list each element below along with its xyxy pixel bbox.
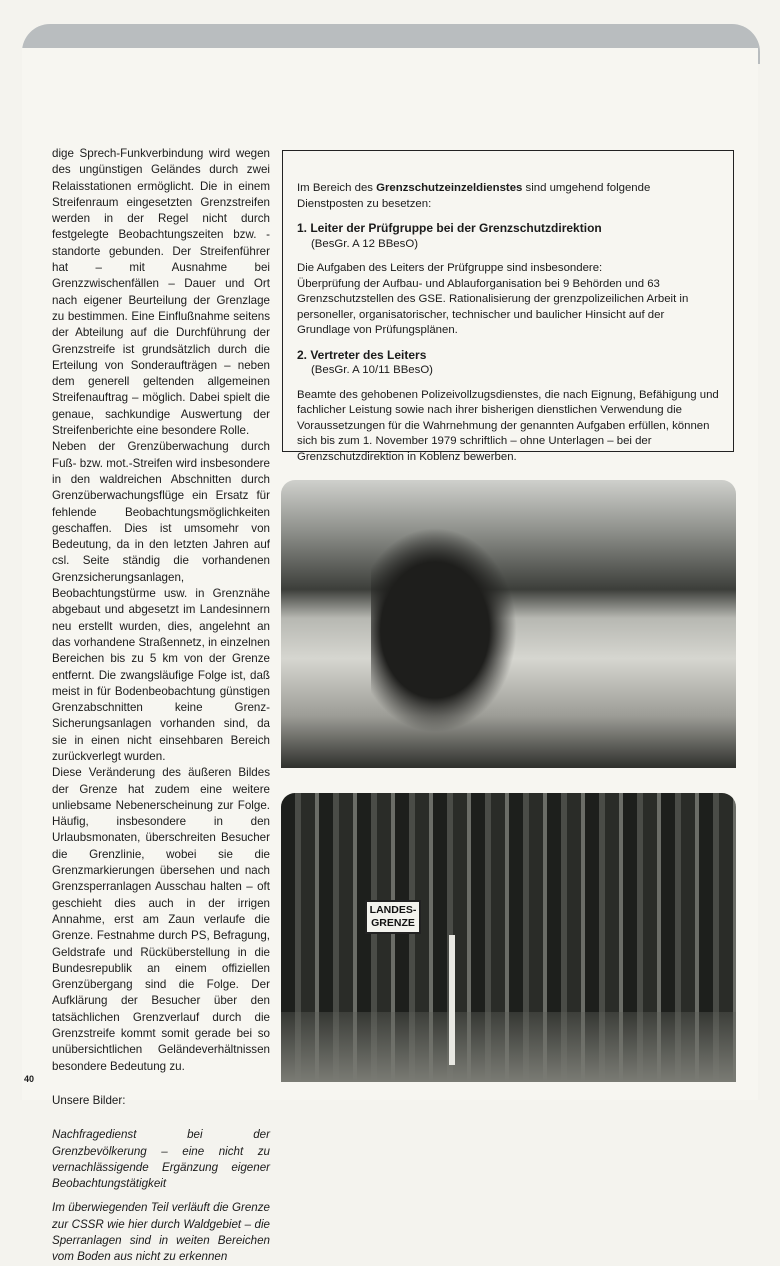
paragraph: Diese Veränderung des äußeren Bildes der Grenze hat zudem eine weitere unliebsame Nebenerscheinung zur Folge. Häufig, insbesondere in den Urlaubsmonaten, überschreiten Besucher die Grenzlinie, wobei sie die Grenzmarkierungen übersehen und nach Grenzsperranlagen Ausschau halten – oft geschieht dies auch in der irrigen Annahme, erst am Zaun verlaufe die Grenze. Festnahme durch PS, Befragung, Geldstrafe und Rücküberstellung in die Bundesrepublik an einem offiziellen Grenzübergang sind die Folge. Der Aufklärung der Besucher über den tatsächlichen Grenzverlauf durch die Grenzstreife kommt somit gerade bei so unübersichtlichen Geländeverhältnissen besondere Bedeutung zu. xyxy=(52,766,270,1073)
paragraph: Neben der Grenzüberwachung durch Fuß- bzw. mot.-Streifen wird insbesondere in den waldreichen Abschnitten durch Grenzüberwachungsflüge ein Ersatz für fehlende Beobachtungsmöglichkeiten geschaffen. Dies ist umsomehr von Bedeutung, da in den letzten Jahren auf csl. Seite ständig die vorhandenen Grenzsicherungsanlagen, Beobachtungstürme usw. in Grenznähe abgebaut und abgesetzt im Landesinnern neu erstellt wurden, dies, angelehnt an das vorhandene Straßennetz, in einzelnen Bereichen bis zu 5 km von der Grenze entfernt. Die zwangsläufige Folge ist, daß meist in für Bodenbeobachtung günstigen Grenzabschnitten keine Grenz-Sicherungsanlagen vorhanden sind, da sie in einen nicht einsehbaren Bereich zurückverlegt wurden. xyxy=(52,440,270,763)
sign-line-2: GRENZE xyxy=(371,917,415,929)
paragraph: dige Sprech-Funkverbindung wird wegen des ungünstigen Geländes durch zwei Relaisstationen ermöglicht. Die in einem Streifenraum eingesetzten Grenzstreifen werden in der Regel nicht durch festgelegte Beobachtungszeiten bzw. -standorte gebunden. Der Streifenführer hat – mit Ausnahme bei Grenzzwischenfällen – Dauer und Ort nach eigener Beurteilung der Grenzlage zu bestimmen. Eine Einflußnahme seitens der Abteilung auf die Durchführung der Grenzstreife ist grundsätzlich durch die Erteilung von Sonderaufträgen – neben dem generell geltenden allgemeinen Streifenauftrag – möglich. Dabei spielt die genaue, sachkundige Auswertung der Streifenberichte eine besondere Rolle. xyxy=(52,147,270,438)
article-column xyxy=(52,146,270,1266)
position-2-grade: (BesGr. A 10/11 BBesO) xyxy=(311,364,433,376)
sign-line-1: LANDES- xyxy=(369,904,417,916)
intro-bold: Grenzschutzeinzeldienstes xyxy=(376,182,523,194)
position-1-grade: (BesGr. A 12 BBesO) xyxy=(311,237,418,250)
photo-border-patrol-villager xyxy=(281,480,736,768)
photo-forest-border-sign xyxy=(281,793,736,1082)
captions-heading: Unsere Bilder: xyxy=(52,1093,126,1107)
application-text: Beamte des gehobenen Polizeivollzugsdienstes, die nach Eignung, Befähigung und fachlicher Leistung sowie nach ihrer bisherigen dienstlichen Verwendung die Voraussetzungen für die Wahrnehmung der genannten Aufgaben erfüllen, können sich bis zum 1. November 1979 schriftlich – ohne Unterlagen – bei der Grenzschutzdirektion in Koblenz bewerben. xyxy=(297,388,719,463)
notice-intro xyxy=(297,181,719,212)
position-2-title: 2. Vertreter des Leiters xyxy=(297,347,427,362)
border-post xyxy=(449,935,455,1065)
caption-photo-1: Nachfragedienst bei der Grenzbevölkerung – eine nicht zu vernachlässigende Ergänzung eigener Beobachtungstätigkeit xyxy=(52,1128,270,1191)
caption-photo-2: Im überwiegenden Teil verläuft die Grenze zur CSSR wie hier durch Waldgebiet – die Sperranlagen sind in weiten Bereichen vom Boden aus nicht zu erkennen xyxy=(52,1201,270,1264)
intro-text-end: sind umgehend folgende Dienstposten zu besetzen: xyxy=(297,182,651,210)
intro-text: Im Bereich des xyxy=(297,182,377,194)
border-sign xyxy=(365,900,421,934)
job-notice-box xyxy=(282,150,734,463)
tasks-text: Überprüfung der Aufbau- und Ablauforganisation bei 9 Behörden und 63 Grenzschutzstellen des GSE. Rationalisierung der grenzpolizeilichen Arbeit in personeller, organisatorischer, technischer und baulicher Hinsicht auf der Grundlage von Prüfungsplänen. xyxy=(297,277,689,336)
photo-figures xyxy=(371,510,531,750)
position-1-title: 1. Leiter der Prüfgruppe bei der Grenzschutzdirektion xyxy=(297,221,602,235)
tasks-heading: Die Aufgaben des Leiters der Prüfgruppe sind insbesondere: xyxy=(297,262,603,274)
page-number: 40 xyxy=(24,1074,35,1084)
